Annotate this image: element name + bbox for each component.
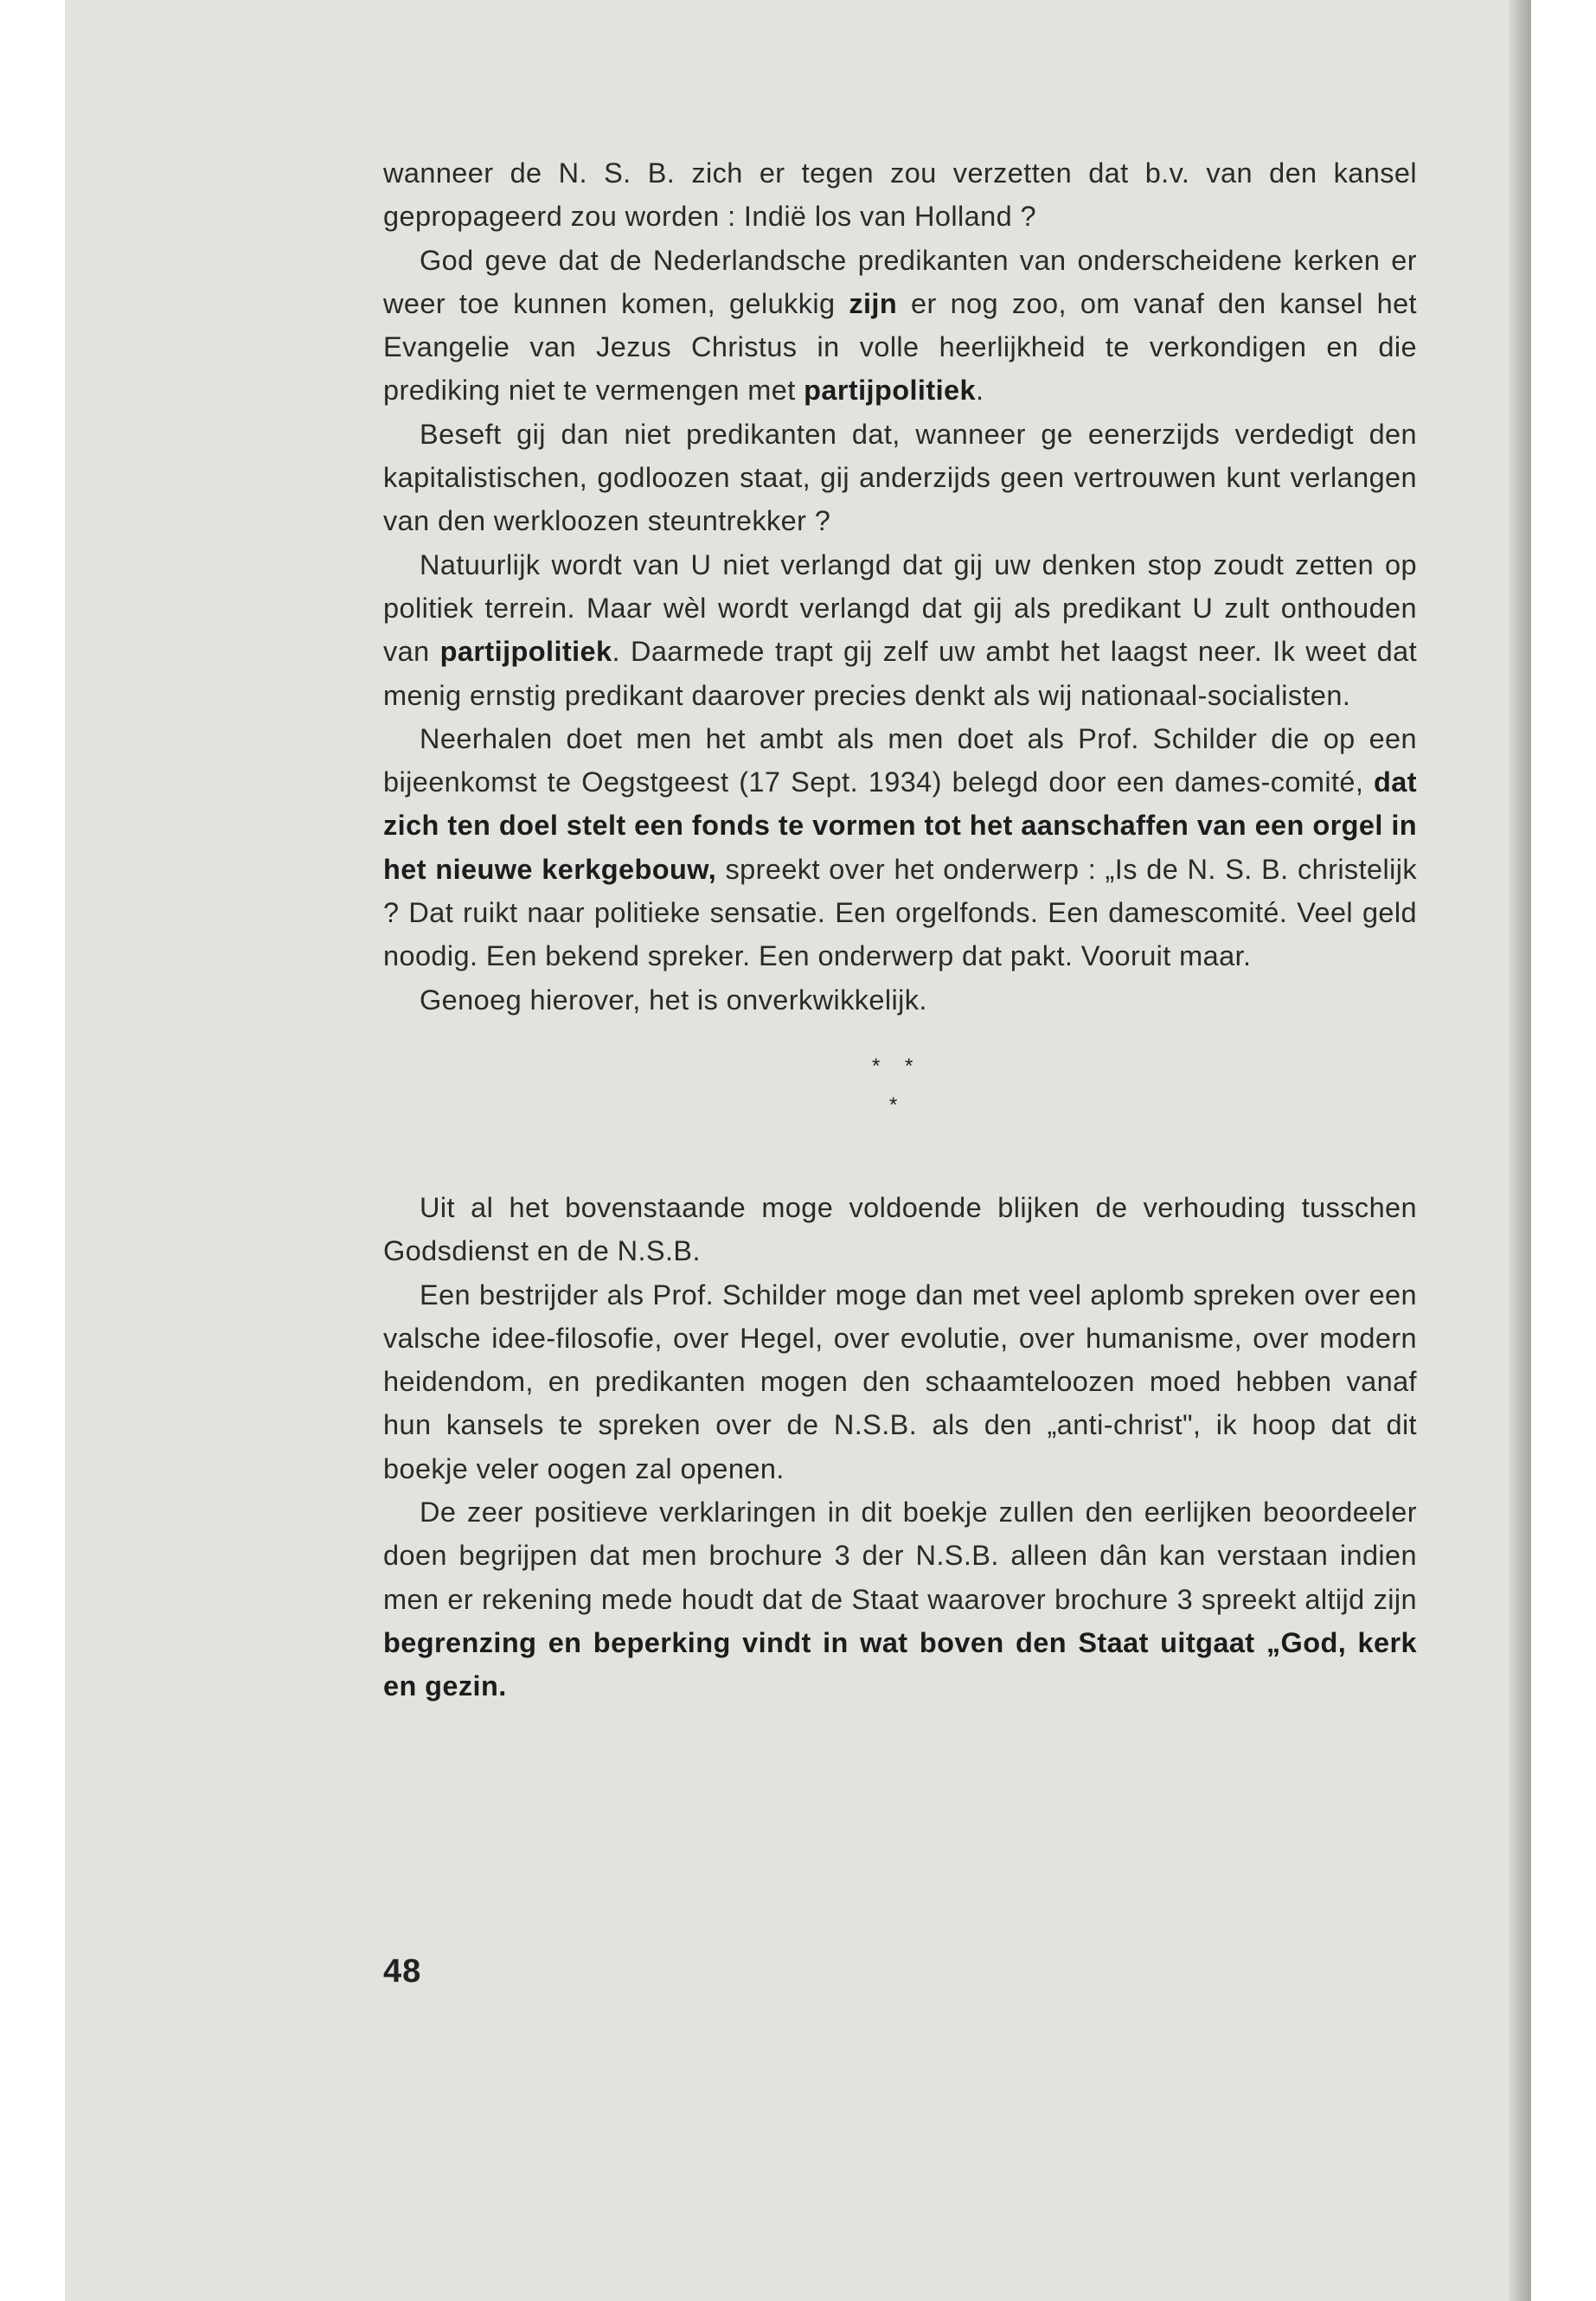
- emphasis-text: begrenzing en beperking vindt in wat boven den Staat uitgaat „God, kerk en gezin.: [383, 1626, 1417, 1702]
- paragraph: [383, 717, 1417, 978]
- separator-star: *: [889, 1093, 898, 1117]
- paragraph: Beseft gij dan niet predikanten dat, wanneer ge eenerzijds verdedigt den kapitalistischen, godloozen staat, gij anderzijds geen vertrouwen kunt verlangen van den werkloozen steuntrekker ?: [383, 418, 1417, 537]
- emphasis-text: dat zich ten doel stelt een fonds te vormen tot het aanschaffen van een orgel in het nieuwe kerkgebouw,: [383, 766, 1417, 885]
- separator-star: *: [872, 1054, 881, 1078]
- book-page: [65, 0, 1531, 2301]
- book-spine-shadow: [1509, 0, 1531, 2301]
- paragraph: [383, 543, 1417, 717]
- paragraph: Een bestrijder als Prof. Schilder moge dan met veel aplomb spreken over een valsche idee-filosofie, over Hegel, over evolutie, over humanisme, over modern heidendom, en predikanten mogen den schaamteloozen moed hebben vanaf hun kansels te spreken over de N.S.B. als den „anti-christ", ik hoop dat dit boekje veler oogen zal openen.: [383, 1279, 1417, 1484]
- paragraph: Genoeg hierover, het is onverkwikkelijk.: [420, 984, 927, 1016]
- section-separator: [383, 1022, 1417, 1186]
- paragraph: [383, 239, 1417, 413]
- text-run: .: [975, 375, 984, 407]
- emphasis-text: partijpolitiek: [439, 636, 612, 668]
- text-run: spreekt over het onderwerp : „Is de N. S. B. christelijk ? Dat ruikt naar politieke sensatie. Een orgelfonds. Een damescomité. Veel geld noodig. Een bekend spreker. Een onderwerp dat pakt. Vooruit maar.: [383, 853, 1418, 972]
- text-run: Neerhalen doet men het ambt als men doet als Prof. Schilder die op een bijeenkomst te Oegstgeest (17 Sept. 1934) belegd door een dames-comité,: [383, 722, 1417, 798]
- paragraph: Uit al het bovenstaande moge voldoende blijken de verhouding tusschen Godsdienst en de N.S.B.: [383, 1191, 1417, 1267]
- text-run: er nog zoo, om vanaf den kansel het Evangelie van Jezus Christus in volle heerlijkheid te verkondigen en die prediking niet te vermengen met: [383, 287, 1417, 407]
- text-run: Natuurlijk wordt van U niet verlangd dat gij uw denken stop zoudt zetten op politiek terrein. Maar wèl wordt verlangd dat gij als predikant U zult onthouden van: [383, 548, 1417, 668]
- page-text: [383, 151, 1417, 1708]
- page-number: 48: [383, 1953, 422, 1990]
- emphasis-text: partijpolitiek: [804, 375, 976, 407]
- text-run: De zeer positieve verklaringen in dit boekje zullen den eerlijken beoordeeler doen begrijpen dat men brochure 3 der N.S.B. alleen dân kan verstaan indien men er rekening mede houdt dat de Staat waarover brochure 3 spreekt altijd zijn: [383, 1497, 1417, 1615]
- paragraph: [383, 1490, 1417, 1708]
- text-run: . Daarmede trapt gij zelf uw ambt het laagst neer. Ik weet dat menig ernstig predikant daarover precies denkt als wij nationaal-socialisten.: [383, 636, 1417, 711]
- text-run: God geve dat de Nederlandsche predikanten van onderscheidene kerken er weer toe kunnen komen, gelukkig: [383, 244, 1417, 319]
- separator-star: *: [905, 1054, 913, 1078]
- paragraph-continuation: wanneer de N. S. B. zich er tegen zou verzetten dat b.v. van den kansel gepropageerd zou worden : Indië los van Holland ?: [383, 157, 1417, 233]
- emphasis-text: zijn: [849, 287, 898, 319]
